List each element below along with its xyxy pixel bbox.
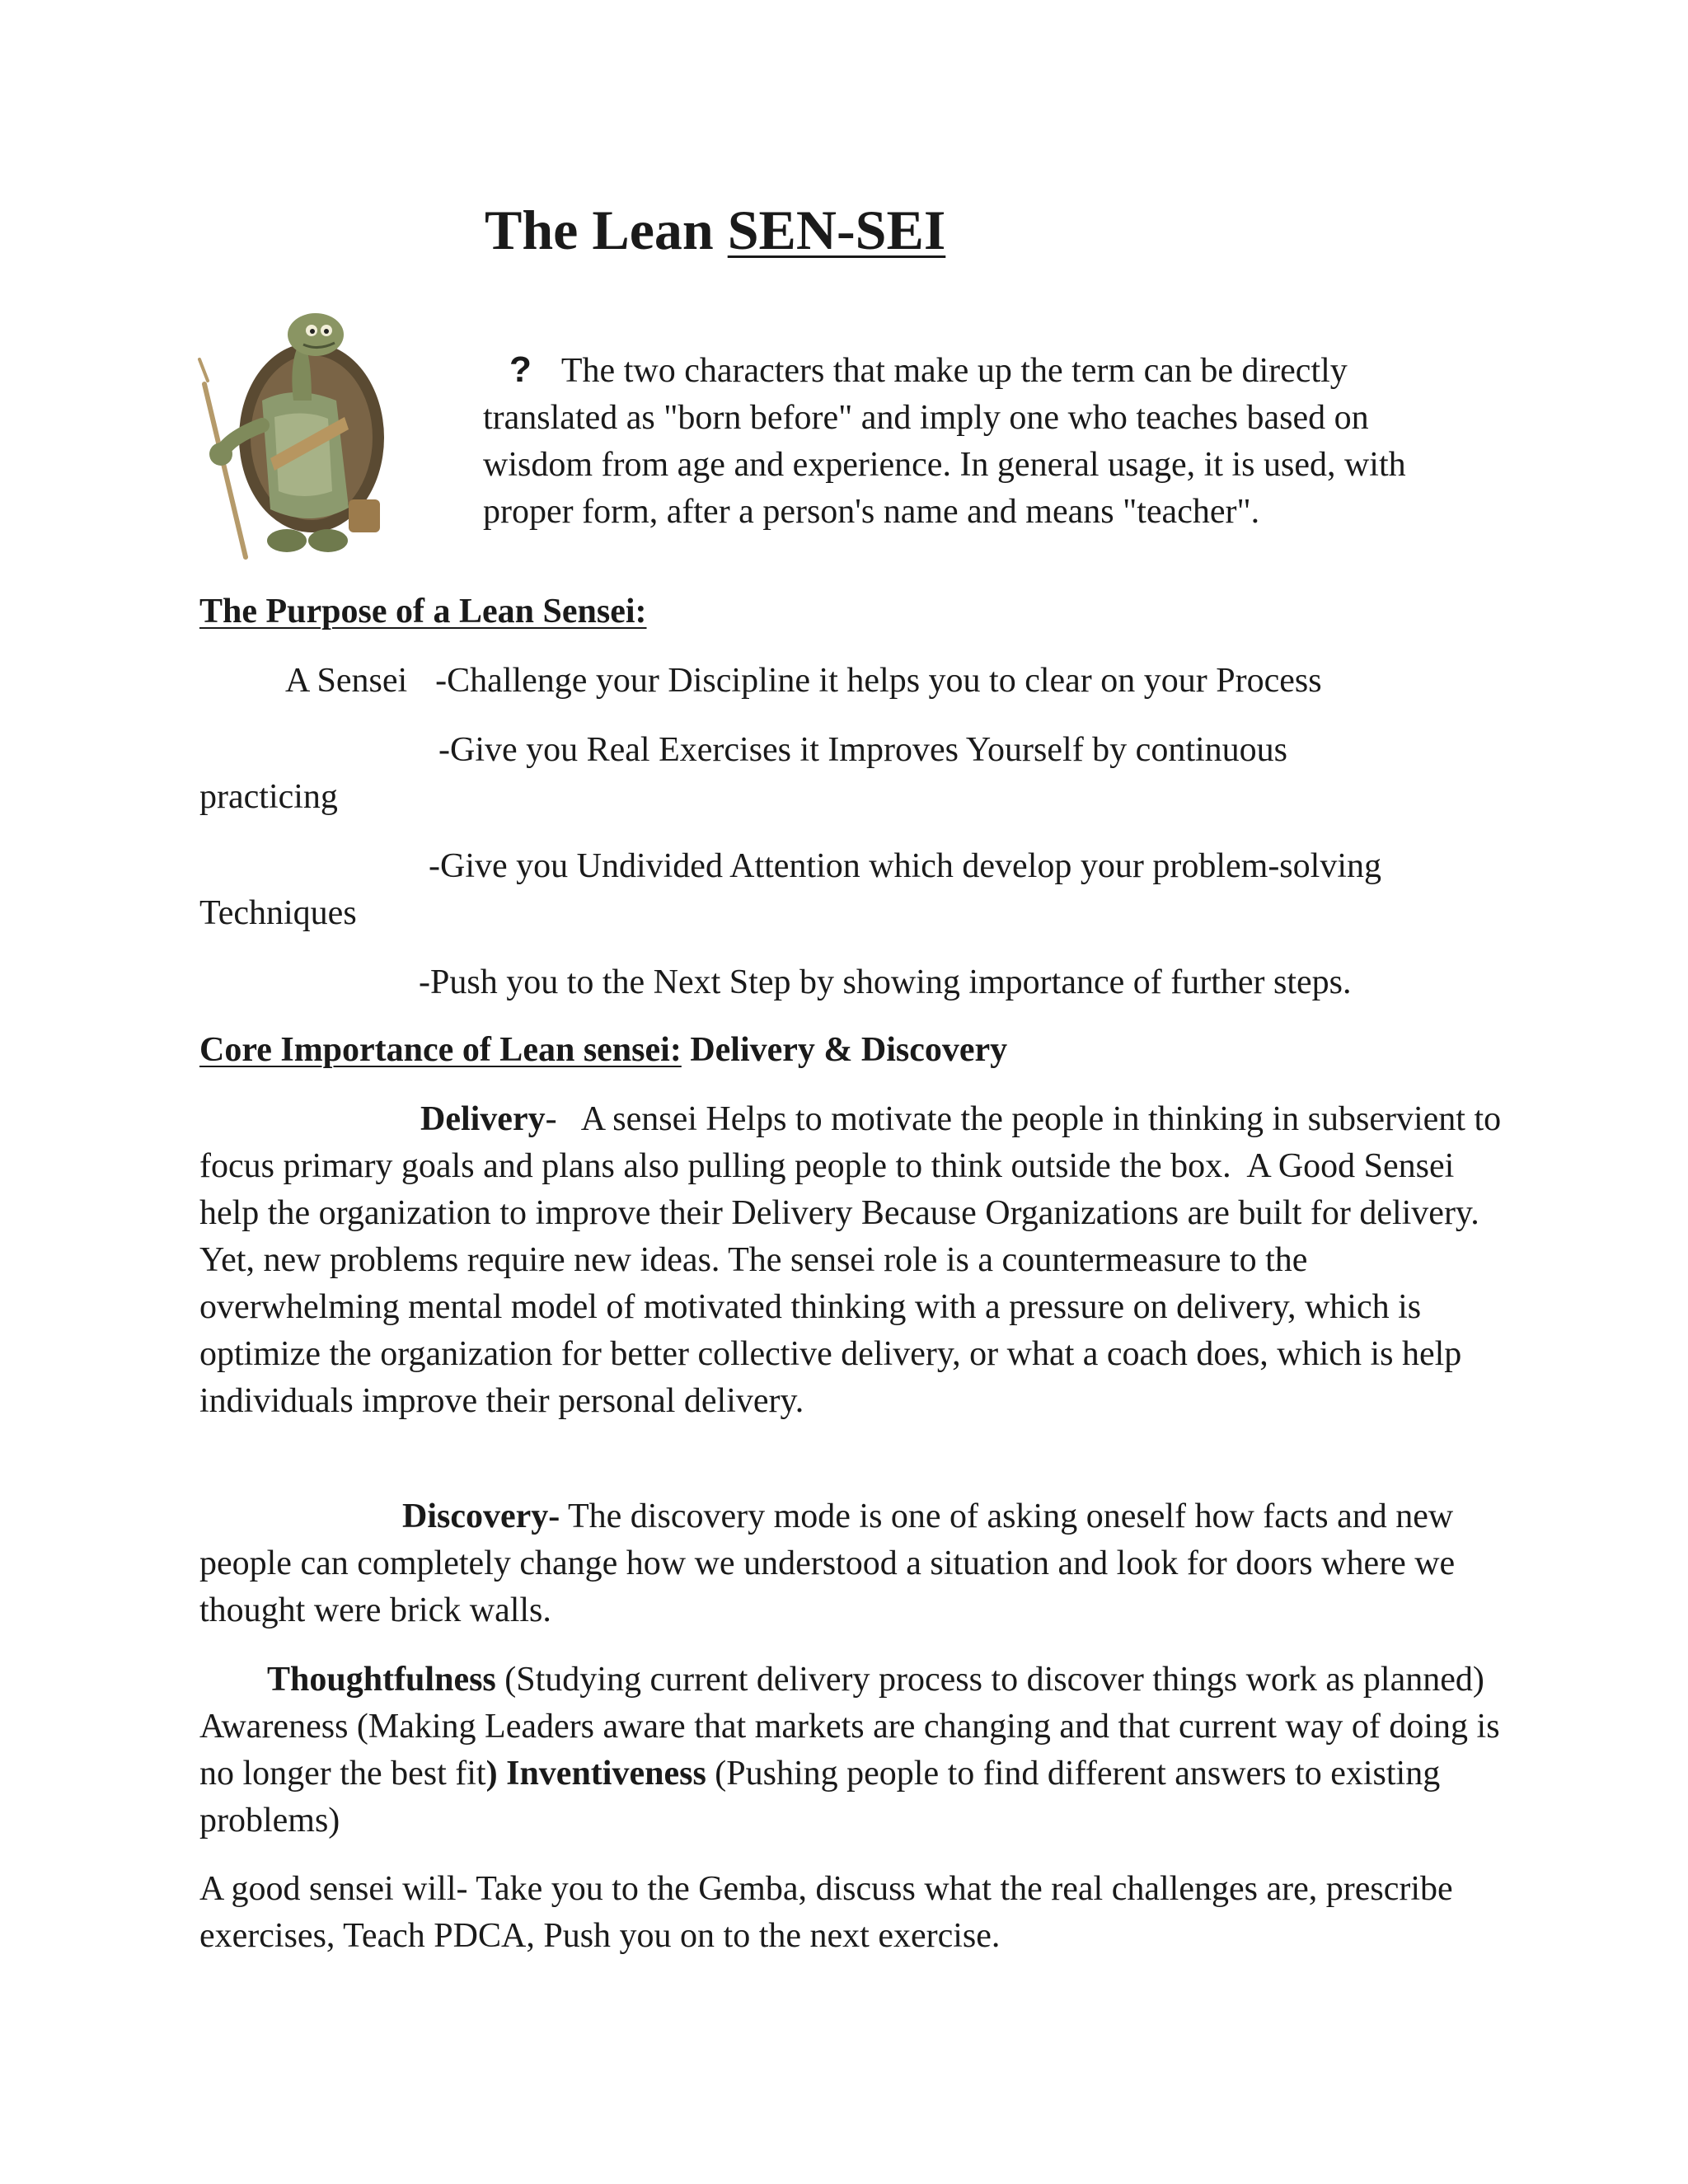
turtle-master-icon bbox=[196, 293, 391, 562]
purpose-heading: The Purpose of a Lean Sensei: bbox=[199, 593, 647, 630]
qualities-paragraph bbox=[199, 1657, 1502, 1844]
purpose-item bbox=[285, 658, 1322, 705]
delivery-label: Delivery bbox=[420, 1100, 546, 1138]
delivery-dash: - bbox=[545, 1100, 557, 1138]
purpose-item-1: -Challenge your Discipline it helps you to clear on your Process bbox=[435, 662, 1322, 700]
closing-paragraph: A good sensei will- Take you to the Gemba, discuss what the real challenges are, prescribe exercises, Teach PDCA, Push you on to the next exercise. bbox=[199, 1870, 1453, 1955]
page-title bbox=[485, 198, 945, 263]
purpose-item-3-line-1: -Give you Undivided Attention which develop your problem-solving bbox=[429, 847, 1381, 885]
core-heading-underlined: Core Importance of Lean sensei: bbox=[199, 1031, 682, 1069]
purpose-item-4: -Push you to the Next Step by showing importance of further steps. bbox=[419, 963, 1352, 1001]
title-prefix: The Lean bbox=[485, 199, 728, 261]
inventiveness-text: (Pushing people to find different answers to existing problems) bbox=[199, 1755, 1441, 1840]
closing-paren: ) bbox=[485, 1755, 498, 1793]
discovery-text: The discovery mode is one of asking oneself how facts and new people can completely change how we understood a situation and look for doors where we thought were brick walls. bbox=[199, 1497, 1456, 1629]
thoughtfulness-label: Thoughtfulness bbox=[267, 1661, 496, 1699]
thoughtfulness-text: (Studying current delivery process to discover things work as planned) Awareness (Making Leaders aware that markets are changing and that current way of doing is no longer the best fit bbox=[199, 1661, 1500, 1793]
purpose-lead: A Sensei bbox=[285, 662, 408, 700]
delivery-paragraph bbox=[199, 1096, 1510, 1425]
intro-text: The two characters that make up the term can be directly translated as "born before" and imply one who teaches based on wisdom from age and experience. In general usage, it is used, with proper form, after a person's name and means "teacher". bbox=[483, 352, 1406, 531]
intro-paragraph bbox=[483, 346, 1472, 536]
core-heading bbox=[199, 1027, 1007, 1074]
discovery-label: Discovery- bbox=[402, 1497, 560, 1535]
title-underlined: SEN-SEI bbox=[727, 199, 946, 261]
discovery-paragraph bbox=[199, 1493, 1502, 1634]
purpose-item-2-line-2: practicing bbox=[199, 778, 338, 816]
purpose-item-3-line-2: Techniques bbox=[199, 894, 357, 932]
inventiveness-label: Inventiveness bbox=[497, 1755, 706, 1793]
core-heading-bold: Delivery & Discovery bbox=[681, 1031, 1008, 1069]
delivery-text: A sensei Helps to motivate the people in thinking in subservient to focus primary goals and plans also pulling people to think outside the box. A Good Sensei help the organization to improve their Delivery Because Organizations are built for delivery. Yet, new problems require new ideas. The sensei role is a countermeasure to the overwhelming mental model of motivated thinking with a pressure on delivery, which is optimize the organization for better collective delivery, or what a coach does, which is help individuals improve their personal delivery. bbox=[199, 1100, 1510, 1420]
question-mark-bullet: ? bbox=[509, 349, 532, 390]
purpose-item-2-line-1: -Give you Real Exercises it Improves Yourself by continuous bbox=[438, 731, 1288, 769]
